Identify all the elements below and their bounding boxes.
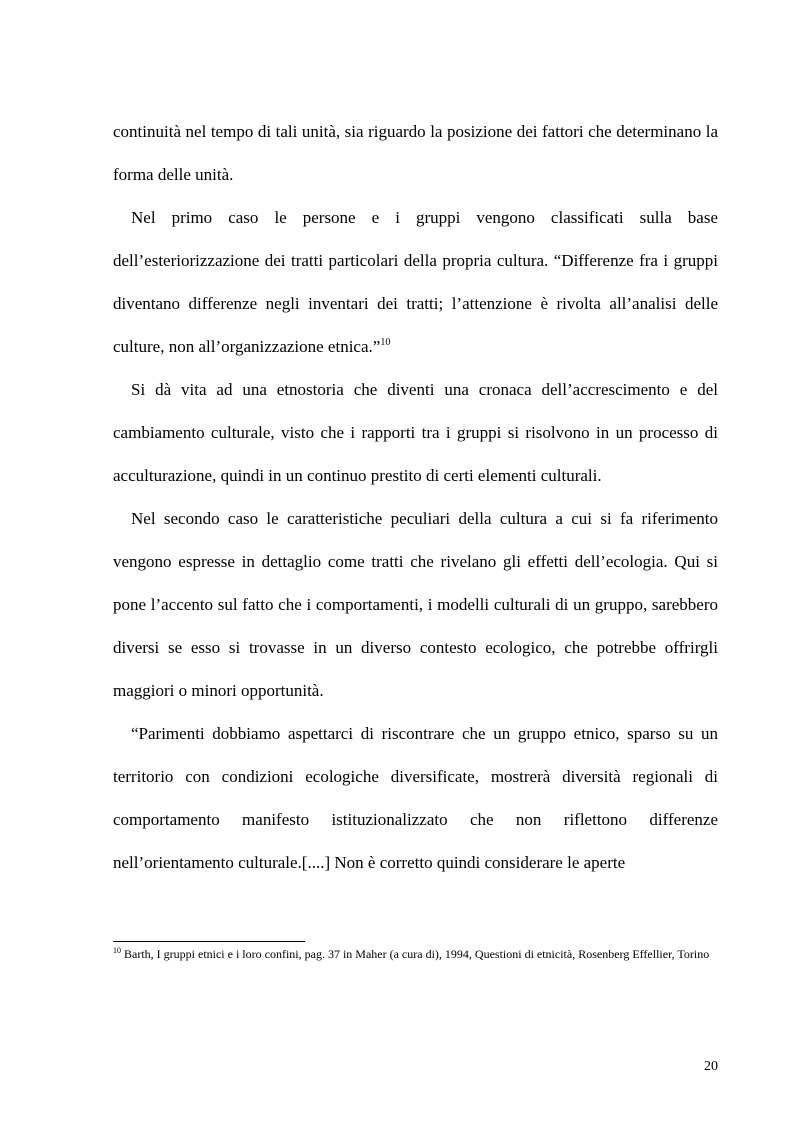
paragraph-text: Nel secondo caso le caratteristiche peculiari della cultura a cui si fa riferimento vengono espresse in dettaglio come tratti che rivelano gli effetti dell’ecologia. Qui si pone l’accento sul fatto che i comportamenti, i modelli culturali di un gruppo, sarebbero diversi se esso si trovasse in un diverso contesto ecologico, che potrebbe offrirgli maggiori o minori opportunità.	[113, 509, 718, 700]
paragraph-ecology	[113, 497, 718, 712]
footnote-reference: 10	[380, 337, 391, 348]
paragraph-text: “Parimenti dobbiamo aspettarci di riscontrare che un gruppo etnico, sparso su un territorio con condizioni ecologiche diversificate, mostrerà diversità regionali di comportamento manifesto istituzionalizzato che non riflettono differenze nell’orientamento culturale.[....] Non è corretto quindi considerare le aperte	[113, 724, 718, 872]
page-number: 20	[704, 1059, 718, 1074]
footnote-text: Barth, I gruppi etnici e i loro confini, pag. 37 in Maher (a cura di), 1994, Questioni di etnicità, Rosenberg Effellier, Torino	[124, 947, 710, 961]
footnote-number: 10	[113, 946, 121, 955]
body-text	[113, 110, 718, 884]
paragraph-quotation	[113, 712, 718, 884]
paragraph-text: continuità nel tempo di tali unità, sia riguardo la posizione dei fattori che determinano la forma delle unità.	[113, 122, 718, 184]
paragraph-continuation	[113, 110, 718, 196]
paragraph-text: Si dà vita ad una etnostoria che diventi una cronaca dell’accrescimento e del cambiamento culturale, visto che i rapporti tra i gruppi si risolvono in un processo di acculturazione, quindi in un continuo prestito di certi elementi culturali.	[113, 380, 718, 485]
paragraph-classification	[113, 196, 718, 368]
footnote-separator	[113, 941, 305, 942]
paragraph-ethnohistory	[113, 368, 718, 497]
footnote	[113, 946, 718, 962]
paragraph-text: Nel primo caso le persone e i gruppi vengono classificati sulla base dell’esteriorizzazione dei tratti particolari della propria cultura. “Differenze fra i gruppi diventano differenze negli inventari dei tratti; l’attenzione è rivolta all’analisi delle culture, non all’organizzazione etnica.”	[113, 208, 718, 356]
